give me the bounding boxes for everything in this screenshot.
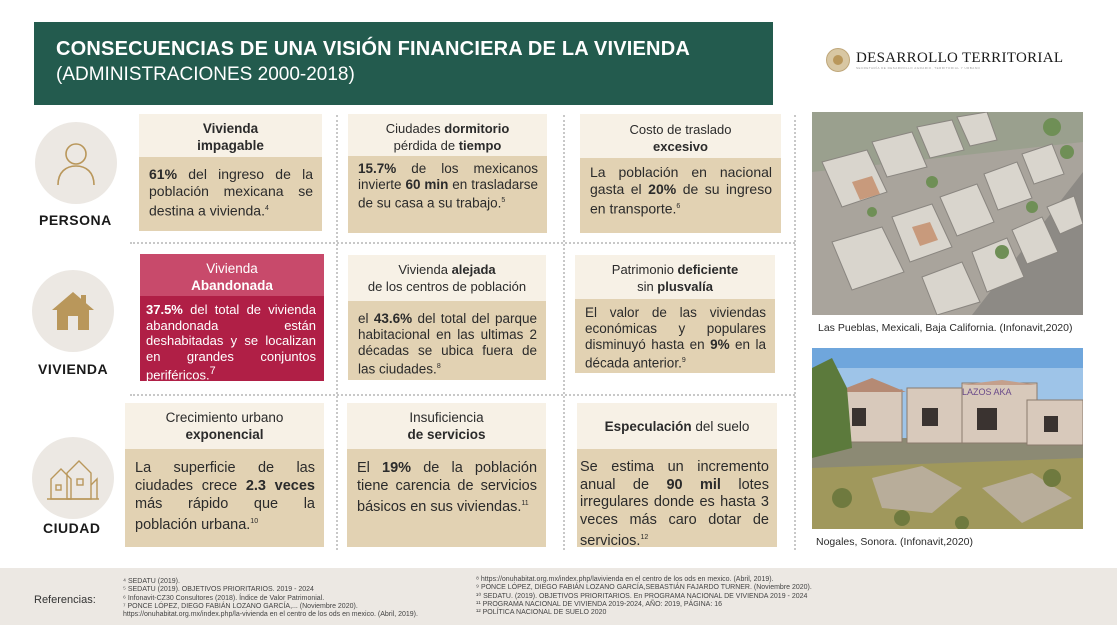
card-heading-bold: excesivo	[653, 139, 708, 154]
photo-caption: Las Pueblas, Mexicali, Baja California. (Infonavit,2020)	[818, 322, 1073, 334]
reference-item: ¹⁰ SEDATU. (2019). OBJETIVOS PRIORITARIOS. En PROGRAMA NACIONAL DE VIVIENDA 2019 - 2024	[476, 592, 808, 600]
card-text: lotes irregulares donde es hasta 3 veces más caro dotar de servicios.	[580, 476, 769, 549]
reference-item: ⁷ PONCE LÓPEZ, DIEGO FABIÁN LOZANO GARCÍA,... (Noviembre 2020).	[123, 602, 358, 610]
references-right	[476, 576, 812, 617]
photo-nogales	[812, 348, 1083, 529]
house-icon	[50, 290, 96, 332]
logo-subtitle: SECRETARÍA DE DESARROLLO AGRARIO, TERRITORIAL Y URBANO	[856, 65, 981, 70]
card-highlight: 90 mil	[666, 476, 721, 493]
card-text: el	[358, 311, 374, 326]
card-text: del total de vivienda abandonada están deshabitadas y se localizan en grandes conjuntos periféricos.	[146, 302, 316, 383]
footnote-ref: 9	[681, 357, 686, 364]
card-highlight: 19%	[382, 460, 412, 476]
reference-item: ⁵ SEDATU (2019). OBJETIVOS PRIORITARIOS. 2019 - 2024	[123, 586, 314, 594]
row-label-ciudad: CIUDAD	[43, 520, 101, 536]
card-especulacion-suelo	[577, 403, 777, 547]
card-highlight: 60 min	[405, 177, 449, 192]
footnote-ref: 8	[436, 363, 441, 370]
footnote-ref: 7	[209, 365, 216, 377]
footnote-ref: 5	[501, 197, 506, 204]
column-divider	[336, 115, 338, 550]
card-heading-bold: de servicios	[407, 427, 486, 442]
seal-icon	[826, 48, 850, 72]
card-heading-bold: alejada	[451, 262, 496, 277]
photo-las-pueblas	[812, 112, 1083, 315]
card-heading-bold: deficiente	[677, 262, 739, 277]
reference-item: ¹² POLÍTICA NACIONAL DE SUELO 2020	[476, 609, 607, 617]
card-subheading: de los centros de población	[367, 279, 527, 294]
logo-name: DESARROLLO TERRITORIAL	[856, 49, 1064, 66]
column-divider	[563, 115, 565, 550]
card-heading: Vivienda	[206, 261, 258, 276]
reference-item: ⁸ https://onuhabitat.org.mx/index.php/lavivienda en el centro de los ods en mexico. (Abril, 2019).	[476, 576, 774, 583]
city-icon	[47, 455, 99, 501]
footnote-ref: 6	[676, 203, 681, 210]
reference-item: https://onuhabitat.org.mx/index.php/la-vivienda en el centro de los ods en mexico. (Abril, 2019).	[123, 611, 418, 619]
card-heading: Insuficiencia	[409, 410, 484, 425]
card-text: El valor de las viviendas económicas y populares disminuyó hasta en	[585, 305, 766, 352]
title-banner	[34, 22, 773, 105]
card-highlight: 9%	[710, 337, 730, 352]
card-subheading-bold: tiempo	[458, 138, 502, 153]
card-heading: Crecimiento urbano	[165, 410, 284, 425]
title-line-1: CONSECUENCIAS DE UNA VISIÓN FINANCIERA DE LA VIVIENDA	[56, 38, 690, 60]
card-text: La superficie de las ciudades crece	[135, 460, 315, 494]
card-vivienda-abandonada	[140, 254, 324, 381]
card-heading-bold: exponencial	[185, 427, 264, 442]
card-text: de la población tiene carencia de servicios básicos en sus viviendas.	[357, 460, 538, 515]
card-heading: Vivienda	[398, 262, 452, 277]
footnote-ref: 4	[264, 205, 269, 212]
reference-item: ⁶ Infonavit-CZ30 Consultores (2018). Índice de Valor Patrimonial.	[123, 594, 325, 602]
card-heading-bold: Abandonada	[191, 278, 273, 293]
person-icon	[54, 139, 98, 187]
footnote-ref: 10	[250, 518, 259, 525]
card-subheading: sin	[637, 279, 658, 294]
card-heading: Costo de traslado	[629, 122, 732, 137]
card-heading: Vivienda impagable	[197, 121, 264, 153]
person-icon-circle	[35, 122, 117, 204]
row-label-vivienda: VIVIENDA	[38, 361, 109, 377]
card-vivienda-impagable	[139, 114, 322, 231]
card-heading-bold: Especulación	[604, 419, 692, 434]
card-highlight: 37.5%	[146, 302, 183, 317]
card-highlight: 15.7%	[358, 161, 397, 176]
footnote-ref: 12	[640, 534, 649, 541]
reference-item: ¹¹ PROGRAMA NACIONAL DE VIVIENDA 2019-2024, AÑO: 2019, PÁGINA: 16	[476, 600, 723, 608]
title-line-2: (ADMINISTRACIONES 2000-2018)	[56, 64, 355, 85]
card-text: en trasladarse de su casa a su trabajo.	[358, 177, 538, 211]
card-ciudades-dormitorio	[348, 114, 547, 233]
card-heading: Patrimonio	[611, 262, 678, 277]
card-highlight: 2.3 veces	[245, 478, 315, 494]
card-subheading-bold: plusvalía	[657, 279, 713, 294]
row-divider	[130, 242, 795, 244]
row-divider	[130, 394, 795, 396]
card-vivienda-alejada	[348, 255, 546, 380]
card-text: La población en nacional gasta el	[590, 164, 772, 197]
card-crecimiento-urbano	[125, 403, 324, 547]
row-label-persona: PERSONA	[39, 212, 112, 228]
card-patrimonio-deficiente	[575, 255, 775, 373]
card-costo-traslado	[580, 114, 781, 233]
card-text: más rápido que la población urbana.	[135, 496, 315, 533]
card-text: Se estima un incremento anual de	[580, 459, 769, 493]
card-text: de su ingreso en transporte.	[590, 181, 772, 217]
desarrollo-territorial-logo	[826, 48, 1063, 72]
card-heading-bold: dormitorio	[444, 121, 510, 136]
reference-item: ⁴ SEDATU (2019).	[123, 578, 180, 585]
card-text: El	[357, 460, 383, 476]
footnote-ref: 11	[521, 500, 529, 507]
reference-item: ⁹ PONCE LÓPEZ, DIEGO FABIÁN LOZANO GARCÍA,SEBASTIÁN FAJARDO TURNER. (Noviembre 2020).	[476, 584, 812, 592]
photo-caption: Nogales, Sonora. (Infonavit,2020)	[816, 536, 974, 548]
references-label: Referencias:	[34, 594, 96, 606]
house-icon-circle	[32, 270, 114, 352]
card-highlight: 61%	[149, 166, 178, 182]
card-text: del ingreso de la población mexicana se destina a vivienda.	[149, 166, 313, 219]
card-highlight: 43.6%	[373, 311, 413, 326]
card-highlight: 20%	[648, 181, 677, 197]
graffiti-text: LAZOS AKA	[962, 387, 1012, 397]
card-subheading: pérdida de	[393, 138, 459, 153]
references-left	[123, 578, 418, 619]
card-heading: del suelo	[691, 419, 750, 434]
city-icon-circle	[32, 437, 114, 519]
card-text: en la década anterior.	[585, 337, 766, 371]
card-heading: Ciudades	[385, 121, 445, 136]
card-text: de los mexicanos invierte	[358, 161, 538, 192]
card-insuficiencia-servicios	[347, 403, 546, 547]
card-text: del total del parque habitacional en las ultimas 2 décadas se ubica fuera de las ciudades.	[358, 311, 537, 377]
column-divider	[794, 115, 796, 550]
